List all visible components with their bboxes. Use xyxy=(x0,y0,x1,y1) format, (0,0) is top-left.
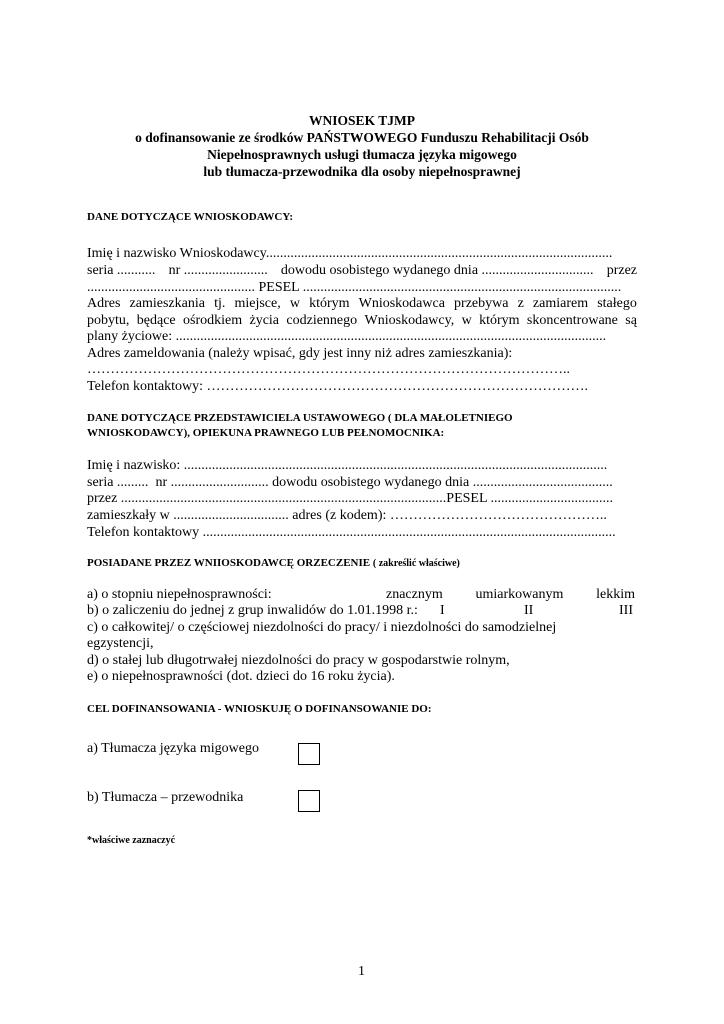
representative-id-number: nr ............................ xyxy=(155,475,269,490)
applicant-heading: DANE DOTYCZĄCE WNIOSKODAWCY: xyxy=(87,211,293,223)
address-word: życia xyxy=(249,313,280,328)
address-word: Wnioskodawcy, xyxy=(364,313,455,328)
address-word: którym xyxy=(479,313,520,328)
representative-id-row[interactable] xyxy=(87,475,613,491)
certificate-c-line-2: egzystencji, xyxy=(87,636,154,651)
applicant-registered-address-field[interactable]: ………………………………………………………………………………………….. xyxy=(87,362,570,377)
address-word: stałego xyxy=(597,296,637,311)
document-subtitle-3: lub tłumacza-przewodnika dla osoby niepełnosprawnej xyxy=(203,164,521,179)
applicant-life-plans-field[interactable]: plany życiowe: ........................................................................................................................... xyxy=(87,329,607,344)
option-group-iii[interactable]: III xyxy=(619,603,633,618)
purpose-option-b-checkbox[interactable] xyxy=(298,790,320,812)
address-word: którym xyxy=(309,296,350,311)
address-word: zamieszkania xyxy=(129,296,205,311)
address-word: zamiarem xyxy=(532,296,589,311)
address-word: codziennego xyxy=(286,313,358,328)
address-word: ośrodkiem xyxy=(183,313,243,328)
purpose-option-b-label: b) Tłumacza – przewodnika xyxy=(87,790,244,805)
representative-id-issued-date: dowodu osobistego wydanego dnia ........................................ xyxy=(272,475,613,490)
certificate-heading-text: POSIADANE PRZEZ WNIIOSKODAWCĘ ORZECZENIE xyxy=(87,557,371,569)
address-word: z xyxy=(517,296,524,311)
option-significant[interactable]: znacznym xyxy=(386,587,443,602)
representative-phone-field[interactable]: Telefon kontaktowy ...................................................................................................................... xyxy=(87,525,616,540)
address-word: w xyxy=(289,296,300,311)
applicant-id-number: nr ........................ xyxy=(168,263,268,278)
footnote: *właściwe zaznaczyć xyxy=(87,835,176,846)
certificate-heading-note: ( zakreślić właściwe) xyxy=(372,558,460,569)
representative-city: zamieszkały w ................................. xyxy=(87,508,289,523)
applicant-phone-field[interactable]: Telefon kontaktowy: ………………………………………………………………………. xyxy=(87,379,589,394)
page-number: 1 xyxy=(358,964,365,979)
representative-address-row[interactable] xyxy=(87,508,607,524)
applicant-pesel-field[interactable]: ................................................ PESEL ........................................................................................... xyxy=(87,280,622,295)
certificate-a-options xyxy=(386,587,635,603)
purpose-option-a-checkbox[interactable] xyxy=(298,743,320,765)
document-subtitle-1: o dofinansowanie ze środków PAŃSTWOWEGO Funduszu Rehabilitacji Osób xyxy=(135,130,589,145)
applicant-address-line-2 xyxy=(87,313,637,329)
representative-pesel-field[interactable]: przez .............................................................................................PESEL ................................... xyxy=(87,491,614,506)
document-subtitle-2: Niepełnosprawnych usługi tłumacza języka migowego xyxy=(207,147,517,162)
representative-address: adres (z kodem): ……………………………………….. xyxy=(292,508,607,523)
representative-id-series: seria ......... xyxy=(87,475,149,490)
certificate-b-label: b) o zaliczeniu do jednej z grup inwalidów do 1.01.1998 r.: xyxy=(87,603,418,618)
applicant-id-row[interactable] xyxy=(87,263,637,279)
purpose-heading: CEL DOFINANSOWANIA - WNIOSKUJĘ O DOFINANSOWANIE DO: xyxy=(87,703,432,715)
address-word: w xyxy=(461,313,472,328)
applicant-address-line-1 xyxy=(87,296,637,312)
applicant-name-field[interactable]: Imię i nazwisko Wnioskodawcy................................................................................................... xyxy=(87,246,613,261)
representative-name-field[interactable]: Imię i nazwisko: ......................................................................................................................... xyxy=(87,458,608,473)
representative-heading-1: DANE DOTYCZĄCE PRZEDSTAWICIELA USTAWOWEGO ( DLA MAŁOLETNIEGO xyxy=(87,412,513,424)
purpose-option-a-label: a) Tłumacza języka migowego xyxy=(87,741,259,756)
applicant-registered-address-label: Adres zameldowania (należy wpisać, gdy jest inny niż adres zamieszkania): xyxy=(87,346,513,361)
option-light[interactable]: lekkim xyxy=(596,587,635,602)
address-word: tj. xyxy=(214,296,226,311)
address-word: skoncentrowane xyxy=(526,313,618,328)
applicant-id-issued-date: dowodu osobistego wydanego dnia ................................ xyxy=(280,263,594,278)
address-word: Wnioskodawca xyxy=(358,296,445,311)
applicant-id-issued-by: przez xyxy=(606,263,637,278)
address-word: pobytu, xyxy=(87,313,130,328)
address-word: przebywa xyxy=(454,296,509,311)
address-word: będące xyxy=(136,313,176,328)
certificate-heading xyxy=(87,557,460,569)
option-group-i[interactable]: I xyxy=(440,603,445,618)
document-title: WNIOSEK TJMP xyxy=(309,113,415,128)
certificate-a-label: a) o stopniu niepełnosprawności: xyxy=(87,587,272,602)
address-word: Adres xyxy=(87,296,121,311)
certificate-c-line-1[interactable]: c) o całkowitej/ o częściowej niezdolności do pracy/ i niezdolności do samodzielnej xyxy=(87,620,557,635)
representative-heading-2: WNIOSKODAWCY), OPIEKUNA PRAWNEGO LUB PEŁNOMOCNIKA: xyxy=(87,427,445,439)
applicant-id-series: seria ........... xyxy=(87,263,156,278)
address-word: są xyxy=(625,313,637,328)
option-moderate[interactable]: umiarkowanym xyxy=(475,587,564,602)
certificate-e-line[interactable]: e) o niepełnosprawności (dot. dzieci do 16 roku życia). xyxy=(87,669,395,684)
option-group-ii[interactable]: II xyxy=(524,603,534,618)
address-word: miejsce, xyxy=(234,296,281,311)
certificate-d-line[interactable]: d) o stałej lub długotrwałej niezdolności do pracy w gospodarstwie rolnym, xyxy=(87,653,510,668)
